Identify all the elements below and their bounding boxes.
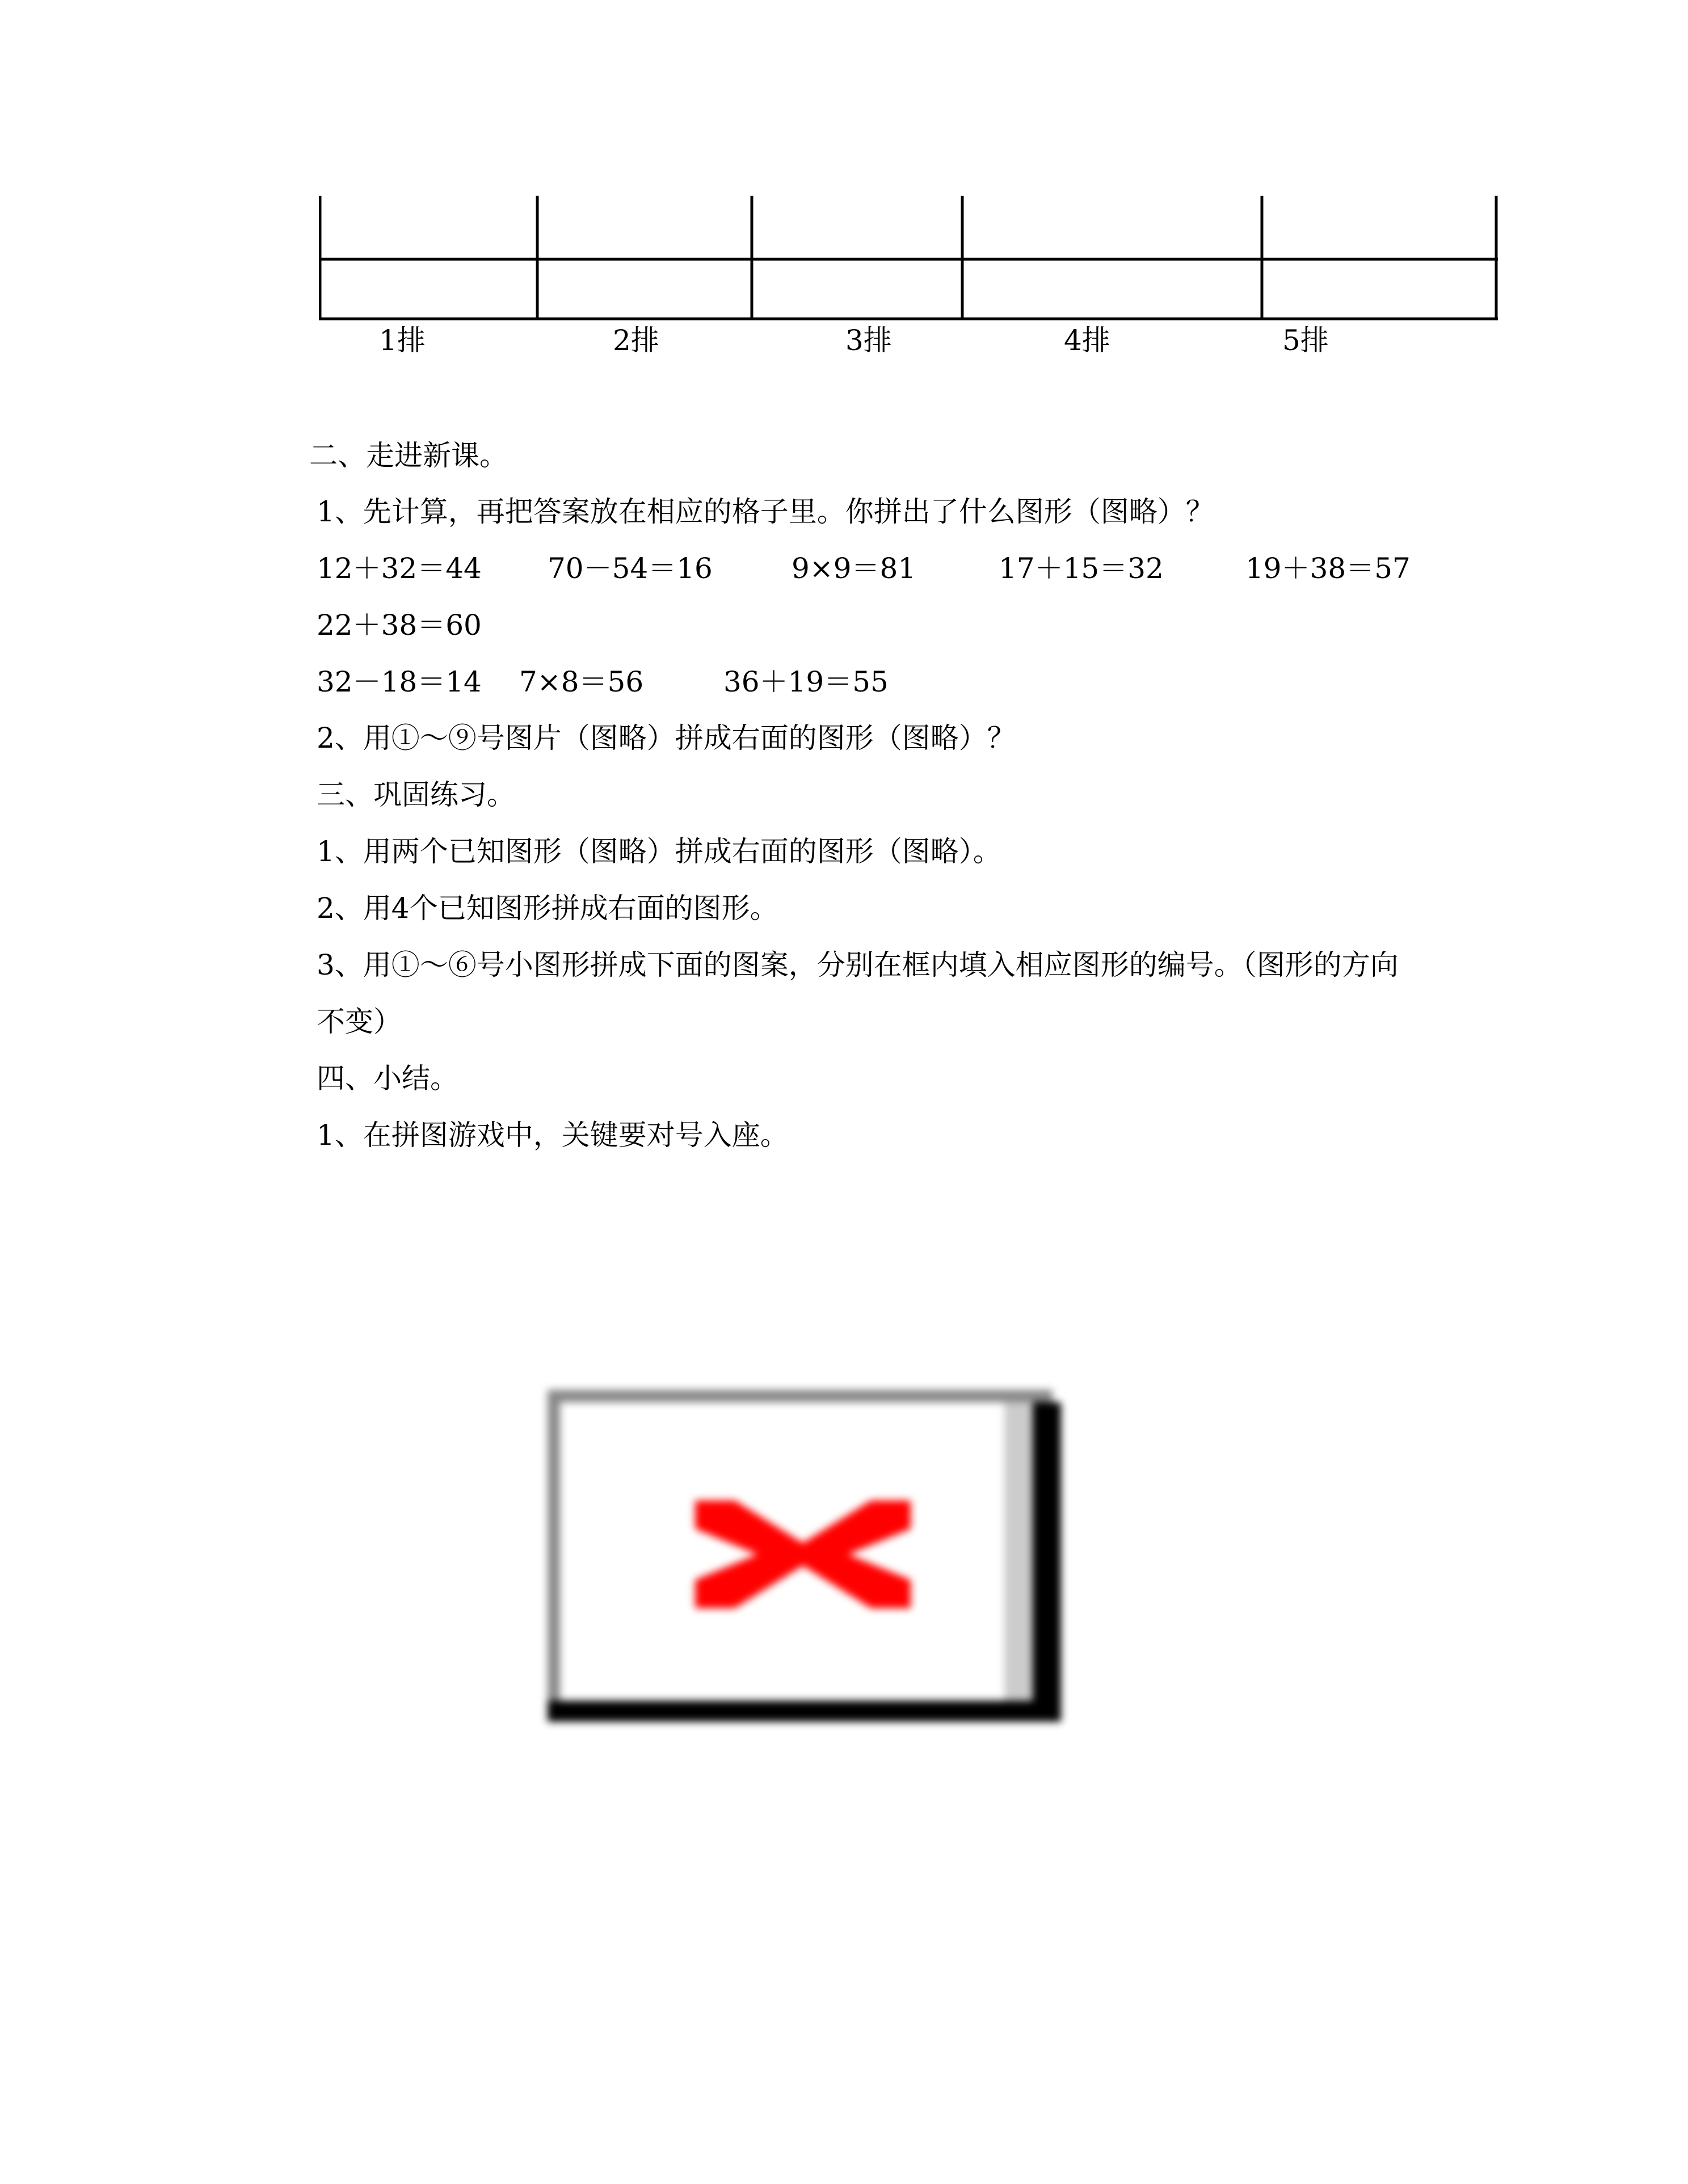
equation: 19＋38＝57 — [1245, 552, 1411, 585]
section4-question-1: 1、在拼图游戏中，关键要对号入座。 — [317, 1119, 789, 1152]
equation: 70－54＝16 — [548, 552, 713, 585]
broken-image-graphic — [548, 1390, 1061, 1722]
equation: 22＋38＝60 — [317, 609, 482, 642]
equation: 9×9＝81 — [792, 552, 916, 585]
section3-question-3: 3、用①～⑥号小图形拼成下面的图案，分别在框内填入相应图形的编号。（图形的方向 — [317, 948, 1399, 981]
section2-heading: 二、走进新课。 — [309, 439, 508, 472]
section3-question-2: 2、用4个已知图形拼成右面的图形。 — [317, 892, 778, 925]
row-label-4: 4排 — [1064, 324, 1110, 357]
equation: 7×8＝56 — [519, 665, 644, 698]
equation: 36＋19＝55 — [723, 665, 889, 698]
equation: 17＋15＝32 — [999, 552, 1164, 585]
section3-heading: 三、巩固练习。 — [317, 778, 515, 811]
section2-question-1: 1、先计算，再把答案放在相应的格子里。你拼出了什么图形（图略）？ — [317, 495, 1214, 528]
row-label-2: 2排 — [613, 324, 659, 357]
section4-heading: 四、小结。 — [317, 1062, 458, 1095]
row-label-5: 5排 — [1282, 324, 1329, 357]
equation: 32－18＝14 — [317, 665, 482, 698]
broken-image-icon — [548, 1390, 1061, 1722]
section2-question-2: 2、用①～⑨号图片（图略）拼成右面的图形（图略）？ — [317, 722, 1016, 754]
seat-table — [319, 196, 1498, 321]
row-label-1: 1排 — [379, 324, 426, 357]
row-label-3: 3排 — [845, 324, 892, 357]
equation: 12＋32＝44 — [317, 552, 482, 585]
section3-question-3-continued: 不变） — [317, 1005, 402, 1038]
seat-grid — [319, 196, 1498, 321]
section3-question-1: 1、用两个已知图形（图略）拼成右面的图形（图略）。 — [317, 835, 1001, 868]
